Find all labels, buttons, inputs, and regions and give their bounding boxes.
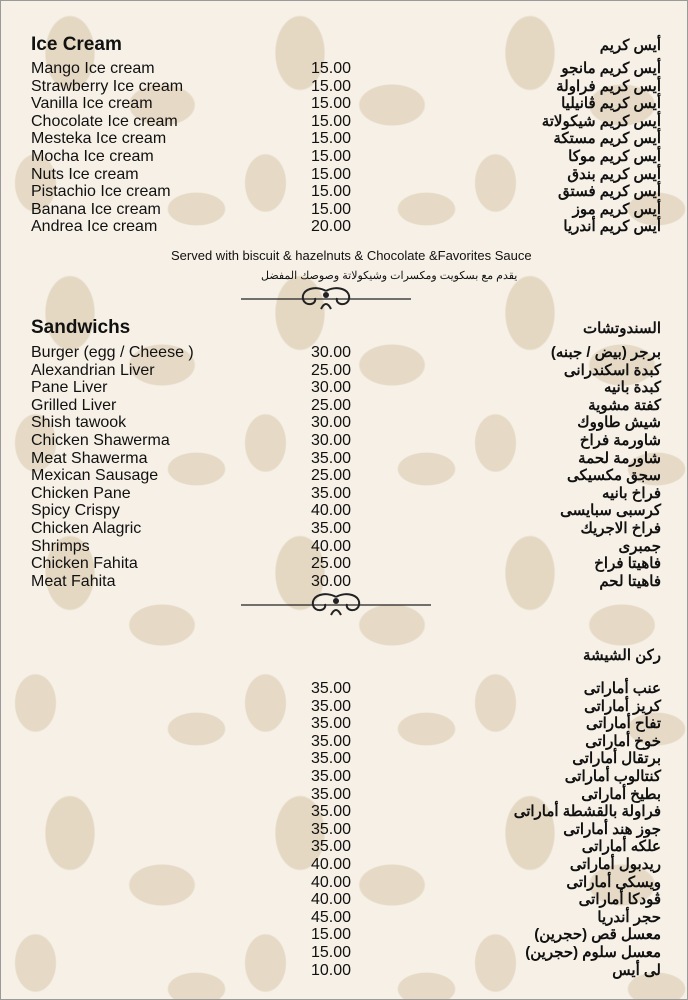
sandwiches-title-ar: السندوتشات [582, 320, 661, 337]
item-name-en: Chicken Fahita [31, 555, 138, 573]
menu-item [1, 926, 687, 944]
menu-item [1, 962, 687, 980]
menu-item [1, 397, 687, 415]
item-name-en: Meat Shawerma [31, 449, 148, 467]
shisha-title-ar: ركن الشيشة [582, 647, 661, 664]
item-price: 15.00 [311, 130, 352, 148]
item-name-en: Vanilla Ice cream [31, 95, 153, 113]
item-price: 15.00 [311, 148, 352, 165]
item-name-en: Strawberry Ice cream [31, 77, 184, 95]
item-price: 45.00 [311, 908, 352, 926]
item-name-en: Chicken Pane [31, 484, 131, 502]
item-name-ar: شاورمة لحمة [578, 449, 661, 467]
item-name-ar: حجر أندريا [597, 908, 661, 926]
menu-item [1, 379, 687, 397]
menu-item [1, 803, 687, 821]
item-name-ar: ويسكى أماراتى [566, 873, 661, 891]
ice-cream-note-en: Served with biscuit & hazelnuts & Chocolate &Favorites Sauce [171, 248, 532, 263]
item-name-ar: فراخ الاجريك [580, 520, 661, 537]
flourish-divider-icon [241, 285, 411, 313]
menu-item [1, 60, 687, 78]
menu-item [1, 733, 687, 751]
menu-item [1, 78, 687, 96]
item-price: 35.00 [311, 820, 352, 838]
item-price: 35.00 [311, 803, 352, 821]
item-name-ar: أيس كريم فراولة [556, 77, 661, 95]
item-name-ar: أيس كريم بندق [567, 165, 661, 183]
item-name-ar: كبدة اسكندرانى [563, 361, 661, 379]
menu-item [1, 715, 687, 733]
menu-item [1, 450, 687, 468]
item-price: 30.00 [311, 432, 352, 449]
item-price: 15.00 [311, 95, 352, 113]
item-price: 35.00 [311, 838, 352, 856]
item-price: 15.00 [311, 77, 352, 95]
item-name-en: Nuts Ice cream [31, 165, 139, 183]
menu-item [1, 414, 687, 432]
menu-item [1, 891, 687, 909]
menu-item [1, 750, 687, 768]
menu-item [1, 183, 687, 201]
item-price: 15.00 [311, 183, 352, 201]
item-price: 40.00 [311, 502, 352, 520]
item-name-ar: فاهيتا فراخ [594, 555, 661, 573]
item-name-ar: أيس كريم موز [572, 200, 661, 218]
item-name-ar: معسل سلوم (حجرين) [525, 944, 661, 961]
item-name-ar: أيس كريم مانجو [561, 60, 661, 77]
item-name-ar: برتقال أماراتى [572, 750, 661, 768]
item-name-ar: جمبرى [618, 537, 661, 555]
menu-item [1, 95, 687, 113]
menu-item [1, 555, 687, 573]
item-price: 15.00 [311, 60, 352, 77]
menu-item [1, 856, 687, 874]
menu-item [1, 538, 687, 556]
item-name-en: Shrimps [31, 537, 90, 555]
item-price: 35.00 [311, 750, 352, 768]
item-price: 15.00 [311, 165, 352, 183]
item-name-ar: كريز أماراتى [584, 697, 661, 715]
item-price: 15.00 [311, 926, 352, 944]
item-price: 35.00 [311, 732, 352, 750]
menu-item [1, 768, 687, 786]
item-price: 25.00 [311, 555, 352, 573]
item-price: 35.00 [311, 680, 352, 697]
menu-item [1, 838, 687, 856]
menu-item [1, 485, 687, 503]
menu-item [1, 148, 687, 166]
item-price: 35.00 [311, 449, 352, 467]
menu-item [1, 201, 687, 219]
item-name-ar: أيس كريم ڤانيليا [561, 95, 661, 113]
item-name-ar: لى أيس [612, 961, 661, 979]
item-name-ar: تفاح أماراتى [585, 715, 661, 733]
item-name-en: Burger (egg / Cheese ) [31, 344, 194, 361]
item-name-ar: أيس كريم شيكولاتة [541, 112, 661, 130]
item-name-ar: جوز هند أماراتى [563, 820, 661, 838]
item-price: 15.00 [311, 200, 352, 218]
item-price: 30.00 [311, 379, 352, 397]
item-name-ar: معسل قص (حجرين) [534, 926, 661, 944]
item-name-ar: أيس كريم أندريا [563, 218, 661, 236]
item-name-en: Chocolate Ice cream [31, 112, 178, 130]
ice-cream-note-ar: يقدم مع بسكويت ومكسرات وشيكولاتة وصوصك المفضل [261, 270, 518, 282]
item-name-en: Chicken Shawerma [31, 432, 170, 449]
item-name-ar: علكه أماراتى [581, 838, 661, 856]
item-name-en: Mexican Sausage [31, 467, 159, 485]
menu-item [1, 130, 687, 148]
item-price: 30.00 [311, 414, 352, 432]
menu-item [1, 467, 687, 485]
menu-item [1, 573, 687, 591]
item-name-en: Pane Liver [31, 379, 108, 397]
item-name-ar: أيس كريم مستكة [553, 130, 661, 148]
item-name-en: Mango Ice cream [31, 60, 155, 77]
item-name-ar: فاهيتا لحم [599, 572, 661, 590]
menu-item [1, 944, 687, 962]
item-name-en: Mesteka Ice cream [31, 130, 167, 148]
item-price: 20.00 [311, 218, 352, 236]
item-name-ar: كرسبى سبايسى [560, 502, 661, 520]
item-price: 30.00 [311, 572, 352, 590]
item-price: 40.00 [311, 891, 352, 909]
item-name-en: Banana Ice cream [31, 200, 161, 218]
item-name-ar: شاورمة فراخ [579, 432, 661, 449]
item-name-en: Meat Fahita [31, 572, 116, 590]
item-price: 35.00 [311, 785, 352, 803]
menu-item [1, 432, 687, 450]
item-price: 25.00 [311, 396, 352, 414]
item-name-ar: عنب أماراتى [583, 680, 661, 697]
item-name-en: Shish tawook [31, 414, 127, 432]
item-price: 35.00 [311, 715, 352, 733]
menu-item [1, 821, 687, 839]
item-name-en: Andrea Ice cream [31, 218, 158, 236]
menu-item [1, 502, 687, 520]
item-name-ar: أيس كريم فستق [558, 183, 661, 201]
menu-item [1, 166, 687, 184]
item-price: 25.00 [311, 467, 352, 485]
menu-item [1, 786, 687, 804]
item-name-ar: ڤودكا أماراتى [578, 891, 661, 909]
menu-item [1, 218, 687, 236]
item-name-ar: شيش طاووك [577, 414, 661, 432]
flourish-divider-icon [241, 591, 431, 619]
menu-item [1, 874, 687, 892]
item-name-ar: كفتة مشوية [588, 396, 661, 414]
menu-item [1, 698, 687, 716]
item-price: 30.00 [311, 344, 352, 361]
item-price: 35.00 [311, 520, 352, 537]
item-name-ar: بطيخ أماراتى [581, 785, 661, 803]
ice-cream-title-en: Ice Cream [31, 34, 122, 55]
ice-cream-title-ar: أيس كريم [599, 37, 661, 54]
item-price: 15.00 [311, 112, 352, 130]
item-name-en: Grilled Liver [31, 396, 117, 414]
item-name-ar: فراولة بالقشطة أماراتى [513, 803, 661, 821]
sandwiches-title-en: Sandwichs [31, 317, 131, 338]
item-name-ar: ريدبول أماراتى [569, 856, 661, 873]
item-price: 35.00 [311, 484, 352, 502]
item-name-en: Alexandrian Liver [31, 361, 155, 379]
item-name-en: Mocha Ice cream [31, 148, 154, 165]
item-name-ar: أيس كريم موكا [568, 148, 661, 165]
item-name-en: Pistachio Ice cream [31, 183, 171, 201]
menu-item [1, 362, 687, 380]
menu-item [1, 344, 687, 362]
item-price: 10.00 [311, 961, 352, 979]
item-price: 40.00 [311, 856, 352, 873]
item-price: 25.00 [311, 361, 352, 379]
item-name-ar: كنتالوب أماراتى [564, 768, 661, 785]
item-name-en: Spicy Crispy [31, 502, 120, 520]
menu-item [1, 520, 687, 538]
item-price: 40.00 [311, 873, 352, 891]
item-name-ar: برجر (بيض / جبنه) [550, 344, 661, 361]
item-price: 35.00 [311, 697, 352, 715]
menu-item [1, 113, 687, 131]
item-name-ar: فراخ بانيه [602, 484, 661, 502]
menu-item [1, 909, 687, 927]
item-price: 40.00 [311, 537, 352, 555]
item-name-ar: خوخ أماراتى [585, 732, 661, 750]
item-price: 15.00 [311, 944, 352, 961]
item-price: 35.00 [311, 768, 352, 785]
item-name-ar: كبدة بانيه [603, 379, 661, 397]
menu-item [1, 680, 687, 698]
item-name-ar: سجق مكسيكى [567, 467, 661, 485]
item-name-en: Chicken Alagric [31, 520, 142, 537]
